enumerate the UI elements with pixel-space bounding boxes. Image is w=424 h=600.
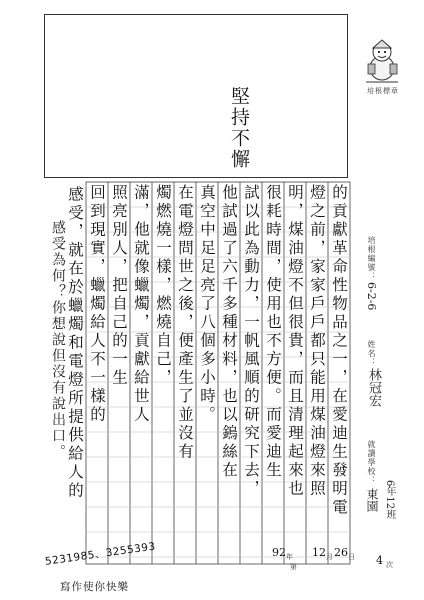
code-value: 6-2-6 <box>365 282 378 311</box>
essay-column: 在電燈問世之後，便產生了並沒有 <box>176 184 194 462</box>
essay-title: 堅持不懈 <box>228 86 250 170</box>
essay-column: 回到現實，蠟燭給人不一樣的 <box>88 184 106 425</box>
motto-stamp: 寫作使你快樂 <box>60 581 129 593</box>
essay-column: 的貢獻革命性物品之一，在愛迪生發明電 <box>330 184 348 517</box>
essay-column: 試以此為動力，一帆風順的研究下去， <box>242 184 260 499</box>
essay-column: 真空中足足亮了八個多小時。 <box>198 184 216 425</box>
grade-class: 6年12班 <box>384 480 395 520</box>
name-label: 姓名： <box>367 340 376 367</box>
essay-column: 燭燃燒一樣，燃燒自己， <box>154 184 172 388</box>
essay-column: 他試過了六千多種材料，也以鎢絲在 <box>220 184 238 480</box>
school-label: 就讀學校： <box>367 440 376 485</box>
essay-column: 燈之前，家家戶戶都只能用煤油燈來照 <box>308 184 326 499</box>
essay-column: 明，煤油燈不但很貴，而且清理起來也 <box>286 184 304 499</box>
date-day-label: 日 <box>348 553 355 561</box>
school-name: 東園 <box>365 488 379 512</box>
essay-column: 滿，他就像蠟燭，貢獻給世人 <box>132 184 150 425</box>
date-day: 26 <box>334 546 348 559</box>
code-label: 培根編號： <box>367 236 376 281</box>
attempt-count: 4 <box>376 554 383 567</box>
date-year: 92 <box>272 546 286 559</box>
date-year-label: 年 <box>286 553 293 561</box>
page-label: 第 <box>290 563 297 571</box>
essay-column: 照亮別人，把自己的一生 <box>110 184 128 388</box>
essay-column: 感受，就在於蠟燭和電燈所提供給人的 <box>66 186 84 501</box>
date-month: 12 <box>312 546 326 559</box>
teacher-comment: 感受為何？你想說但沒有說出口。 <box>50 220 66 460</box>
logo-caption: 培根標章 <box>367 87 399 95</box>
essay-column: 很耗時間，使用也不方便。而愛迪生 <box>264 184 282 480</box>
student-name: 林冠宏 <box>366 368 381 407</box>
date-month-label: 月 <box>326 553 333 561</box>
phone-stamp: 5231985、3255393 <box>44 540 157 568</box>
attempt-label: 次 <box>386 561 393 569</box>
